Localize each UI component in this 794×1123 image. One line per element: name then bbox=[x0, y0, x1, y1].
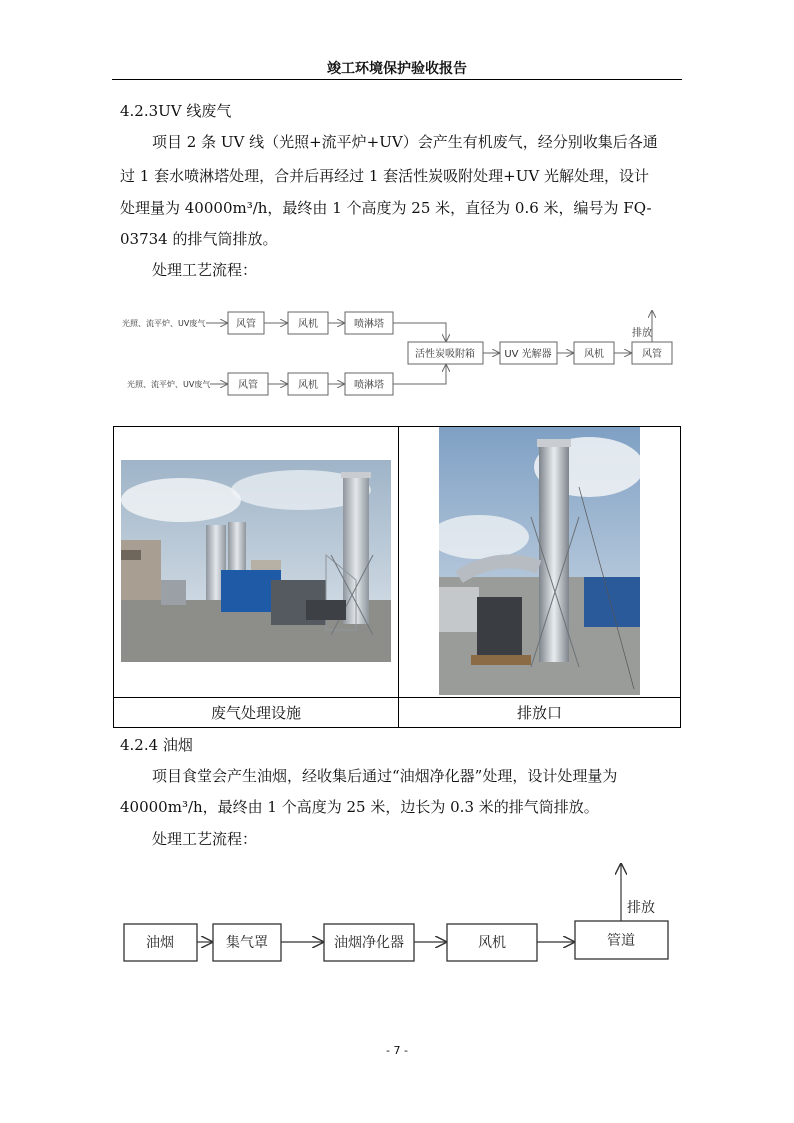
oil-emit: 排放 bbox=[627, 900, 655, 916]
uv-fan2: 风机 bbox=[584, 349, 604, 360]
report-header-title: 竣工环境保护验收报告 bbox=[327, 61, 467, 77]
page-number: - 7 - bbox=[386, 1044, 408, 1057]
oil-hood: 集气罩 bbox=[226, 935, 268, 951]
uv-source-bottom: 光照、流平炉、UV废气 bbox=[127, 380, 211, 389]
uv-photolysis: UV 光解器 bbox=[504, 349, 552, 360]
section-uv-line3: 处理量为 40000m³/h，最终由 1 个高度为 25 米，直径为 0.6 米，编号为 FQ- bbox=[120, 199, 652, 217]
uv-carbon: 活性炭吸附箱 bbox=[415, 349, 475, 360]
section-uv-line1: 项目 2 条 UV 线（光照+流平炉+UV）会产生有机废气，经分别收集后各通 bbox=[152, 133, 658, 151]
right-photo-caption: 排放口 bbox=[516, 704, 562, 722]
uv-duct2: 风管 bbox=[642, 349, 662, 360]
uv-source-top: 光照、流平炉、UV废气 bbox=[122, 319, 206, 328]
oil-purifier: 油烟净化器 bbox=[334, 935, 404, 951]
uv-top-duct: 风管 bbox=[236, 319, 256, 330]
uv-top-fan: 风机 bbox=[298, 319, 318, 330]
uv-bottom-duct: 风管 bbox=[238, 380, 258, 391]
uv-bottom-spray: 喷淋塔 bbox=[354, 380, 384, 391]
section-uv-process-label: 处理工艺流程： bbox=[152, 261, 258, 279]
section-uv-line4: 03734 的排气筒排放。 bbox=[120, 230, 278, 248]
oil-fan: 风机 bbox=[478, 935, 506, 951]
oil-pipe: 管道 bbox=[607, 933, 635, 949]
left-photo-caption: 废气处理设施 bbox=[210, 704, 301, 722]
section-uv-line2: 过 1 套水喷淋塔处理，合并后再经过 1 套活性炭吸附处理+UV 光解处理，设计 bbox=[120, 167, 649, 185]
section-oil-line1: 项目食堂会产生油烟，经收集后通过“油烟净化器”处理，设计处理量为 bbox=[152, 767, 618, 785]
oil-source: 油烟 bbox=[146, 935, 174, 951]
section-oil-process-label: 处理工艺流程： bbox=[152, 830, 258, 848]
section-oil-line2: 40000m³/h，最终由 1 个高度为 25 米，边长为 0.3 米的排气筒排放。 bbox=[120, 798, 599, 816]
uv-bottom-fan: 风机 bbox=[298, 380, 318, 391]
section-oil-heading: 4.2.4 油烟 bbox=[120, 736, 193, 754]
uv-top-spray: 喷淋塔 bbox=[354, 319, 384, 330]
uv-emit: 排放 bbox=[632, 328, 652, 339]
section-uv-heading: 4.2.3UV 线废气 bbox=[120, 102, 232, 120]
